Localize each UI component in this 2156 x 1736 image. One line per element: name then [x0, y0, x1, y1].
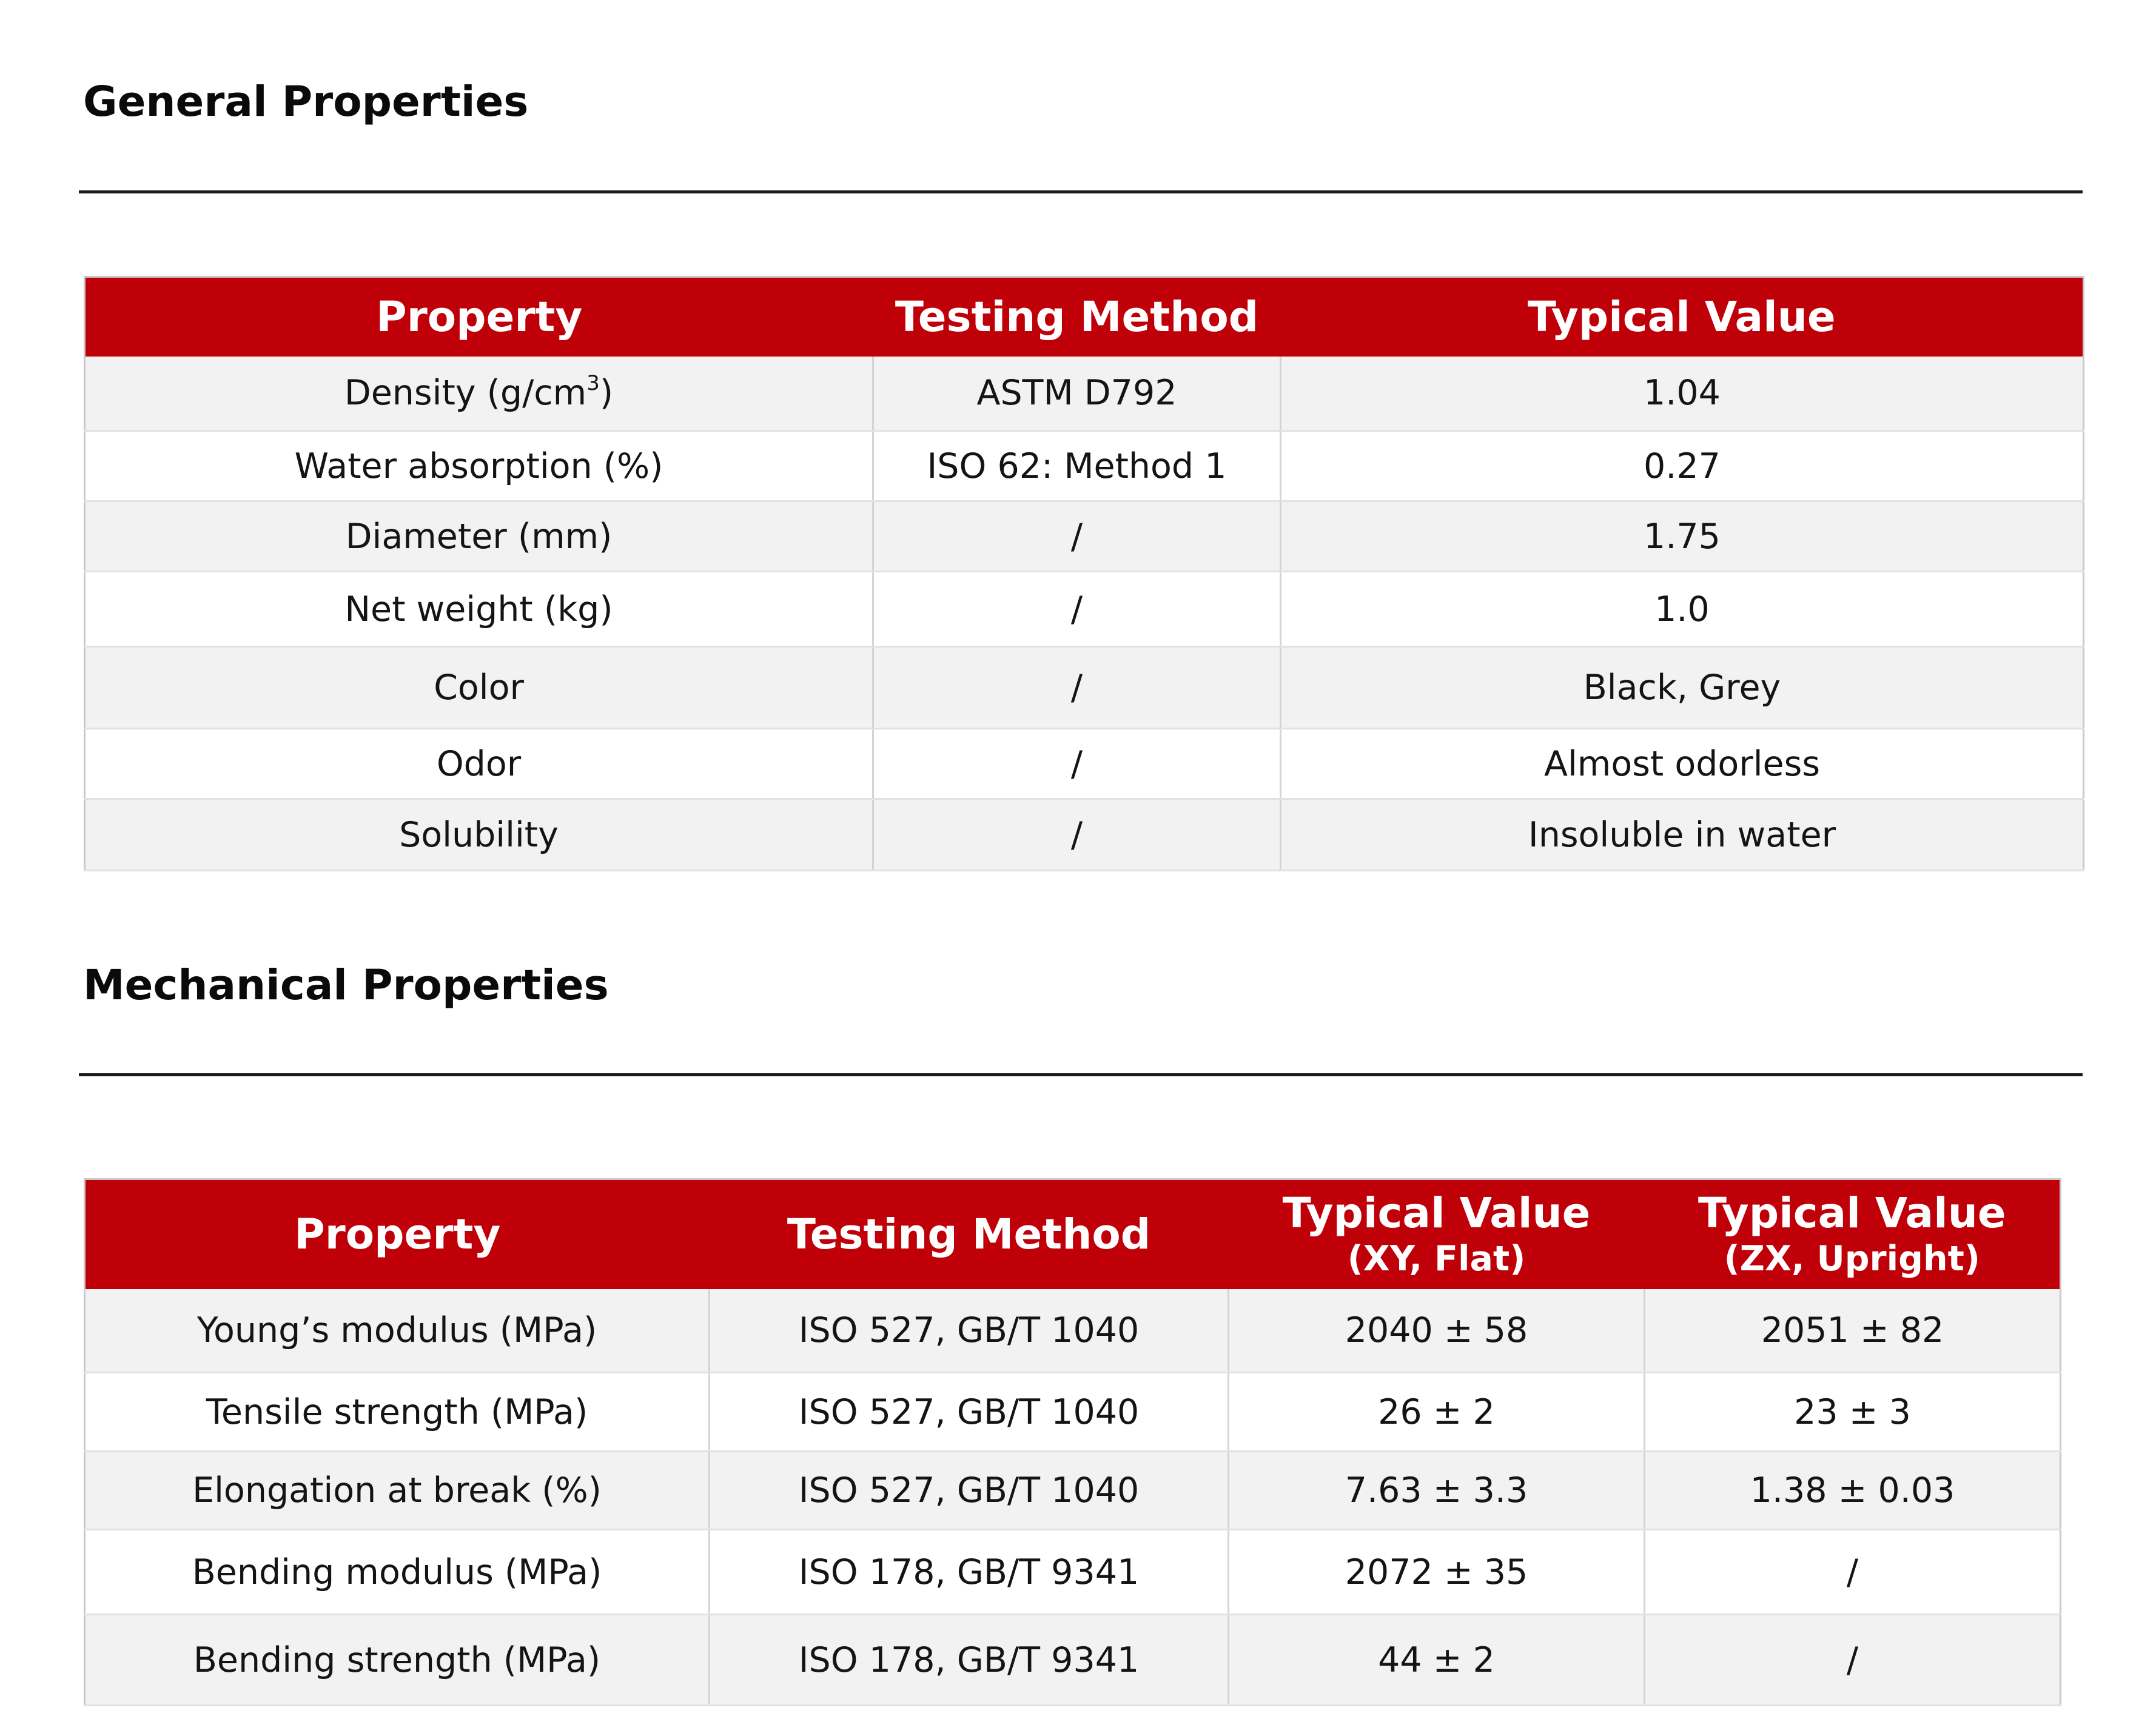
row-value-xy: 7.63 ± 3.3 [1229, 1452, 1645, 1530]
row-method: ISO 527, GB/T 1040 [710, 1452, 1229, 1530]
row-value-xy: 2040 ± 58 [1229, 1289, 1645, 1373]
table-row [85, 1615, 2061, 1706]
row-property: Water absorption (%) [85, 431, 873, 501]
general-properties-title: General Properties [83, 78, 529, 126]
row-property: Odor [85, 729, 873, 799]
row-method: / [873, 647, 1281, 729]
row-property: Tensile strength (MPa) [85, 1373, 710, 1452]
row-method: / [873, 799, 1281, 871]
row-method: / [873, 501, 1281, 572]
header-typical-value-xy-label: Typical Value [1282, 1188, 1591, 1238]
row-property: Solubility [85, 799, 873, 871]
header-typical-value-zx-label: Typical Value [1698, 1188, 2006, 1238]
header-typical-value-xy-sub: (XY, Flat) [1347, 1239, 1526, 1279]
table-row [85, 431, 2084, 501]
table-row [85, 1530, 2061, 1615]
density-superscript: 3 [586, 371, 600, 396]
row-method: ASTM D792 [873, 357, 1281, 431]
table-row [85, 501, 2084, 572]
header-typical-value-zx-sub: (ZX, Upright) [1724, 1239, 1980, 1279]
row-property: Young’s modulus (MPa) [85, 1289, 710, 1373]
row-value: 1.75 [1281, 501, 2084, 572]
table-header-row [85, 277, 2084, 357]
table-row [85, 357, 2084, 431]
row-value-xy: 44 ± 2 [1229, 1615, 1645, 1706]
row-value: Almost odorless [1281, 729, 2084, 799]
table-row [85, 799, 2084, 871]
row-method: ISO 178, GB/T 9341 [710, 1530, 1229, 1615]
header-typical-value-xy [1229, 1179, 1645, 1289]
row-property [85, 357, 873, 431]
row-value: 1.04 [1281, 357, 2084, 431]
row-property: Elongation at break (%) [85, 1452, 710, 1530]
row-value: Black, Grey [1281, 647, 2084, 729]
table-header-row [85, 1179, 2061, 1289]
row-method: ISO 527, GB/T 1040 [710, 1289, 1229, 1373]
mechanical-properties-divider [79, 1073, 2083, 1076]
row-value-zx: 23 ± 3 [1645, 1373, 2061, 1452]
general-properties-table [84, 276, 2084, 871]
row-property: Color [85, 647, 873, 729]
table-row [85, 647, 2084, 729]
row-property: Diameter (mm) [85, 501, 873, 572]
row-value-zx: 2051 ± 82 [1645, 1289, 2061, 1373]
row-property: Bending strength (MPa) [85, 1615, 710, 1706]
header-typical-value-zx [1645, 1179, 2061, 1289]
table-row [85, 572, 2084, 647]
row-value: 1.0 [1281, 572, 2084, 647]
general-properties-divider [79, 190, 2083, 193]
header-testing-method: Testing Method [710, 1179, 1229, 1289]
header-property: Property [85, 277, 873, 357]
mechanical-properties-table [84, 1178, 2061, 1706]
row-property: Net weight (kg) [85, 572, 873, 647]
row-property: Bending modulus (MPa) [85, 1530, 710, 1615]
table-row [85, 1373, 2061, 1452]
row-value-zx: 1.38 ± 0.03 [1645, 1452, 2061, 1530]
table-row [85, 729, 2084, 799]
table-row [85, 1452, 2061, 1530]
header-property: Property [85, 1179, 710, 1289]
row-method: ISO 62: Method 1 [873, 431, 1281, 501]
row-method: ISO 178, GB/T 9341 [710, 1615, 1229, 1706]
row-value-zx: / [1645, 1615, 2061, 1706]
row-value-zx: / [1645, 1530, 2061, 1615]
row-method: ISO 527, GB/T 1040 [710, 1373, 1229, 1452]
row-value-xy: 2072 ± 35 [1229, 1530, 1645, 1615]
mechanical-properties-title: Mechanical Properties [83, 961, 609, 1010]
row-value: Insoluble in water [1281, 799, 2084, 871]
row-value: 0.27 [1281, 431, 2084, 501]
row-method: / [873, 572, 1281, 647]
table-row [85, 1289, 2061, 1373]
header-testing-method: Testing Method [873, 277, 1281, 357]
density-label-close: ) [599, 373, 614, 414]
header-typical-value: Typical Value [1281, 277, 2084, 357]
density-label: Density (g/cm [344, 373, 587, 414]
row-method: / [873, 729, 1281, 799]
row-value-xy: 26 ± 2 [1229, 1373, 1645, 1452]
